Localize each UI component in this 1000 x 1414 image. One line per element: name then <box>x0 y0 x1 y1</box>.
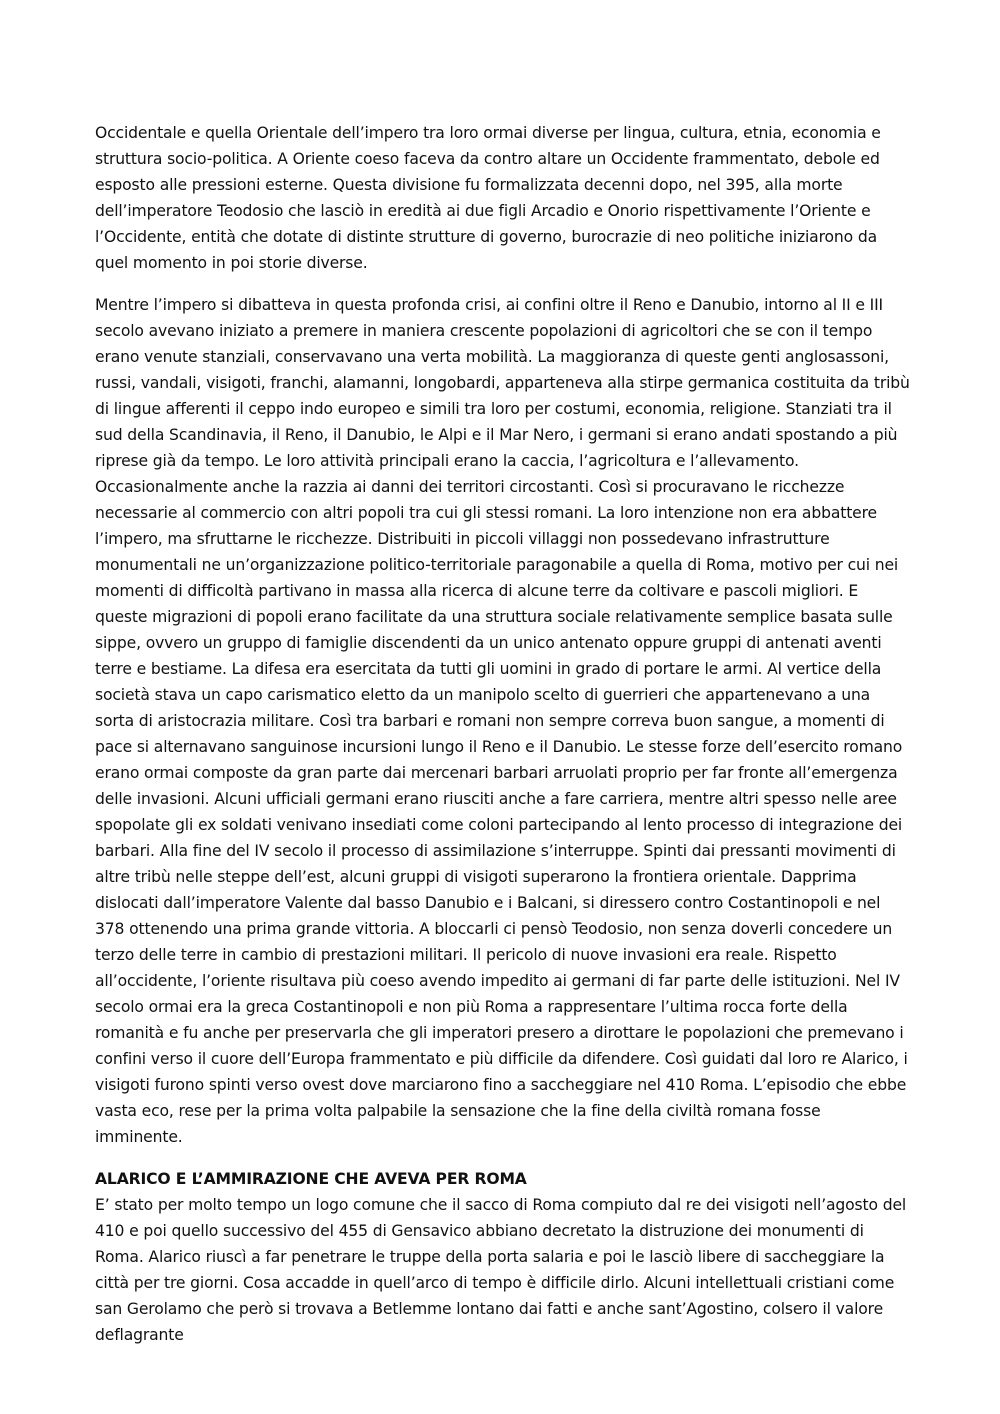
body-paragraph-3: E’ stato per molto tempo un logo comune che il sacco di Roma compiuto dal re dei visigoti nell’agosto del 410 e poi quello successivo del 455 di Gensavico abbiano decretato la distruzione dei monumenti di Roma. Alarico riuscì a far penetrare le truppe della porta salaria e poi le lasciò libere di saccheggiare la città per tre giorni. Cosa accadde in quell’arco di tempo è difficile dirlo. Alcuni intellettuali cristiani come san Gerolamo che però si trovava a Betlemme lontano dai fatti e anche sant’Agostino, colsero il valore deflagrante <box>95 1196 907 1344</box>
body-paragraph-1: Occidentale e quella Orientale dell’impero tra loro ormai diverse per lingua, cultura, etnia, economia e struttura socio-politica. A Oriente coeso faceva da contro altare un Occidente frammentato, debole ed esposto alle pressioni esterne. Questa divisione fu formalizzata decenni dopo, nel 395, alla morte dell’imperatore Teodosio che lasciò in eredità ai due figli Arcadio e Onorio rispettivamente l’Oriente e l’Occidente, entità che dotate di distinte strutture di governo, burocrazie di neo politiche iniziarono da quel momento in poi storie diverse. <box>95 124 881 272</box>
section-heading: ALARICO E L’AMMIRAZIONE CHE AVEVA PER ROMA <box>95 1170 527 1188</box>
body-paragraph-2: Mentre l’impero si dibatteva in questa profonda crisi, ai confini oltre il Reno e Danubio, intorno al II e III secolo avevano iniziato a premere in maniera crescente popolazioni di agricoltori che se con il tempo erano venute stanziali, conservavano una verta mobilità. La maggioranza di queste genti anglosassoni, russi, vandali, visigoti, franchi, alamanni, longobardi, apparteneva alla stirpe germanica costituita da tribù di lingue afferenti il ceppo indo europeo e simili tra loro per costumi, economia, religione. Stanziati tra il sud della Scandinavia, il Reno, il Danubio, le Alpi e il Mar Nero, i germani si erano andati spostando a più riprese già da tempo. Le loro attività principali erano la caccia, l’agricoltura e l’allevamento. Occasionalmente anche la razzia ai danni dei territori circostanti. Così si procuravano le ricchezze necessarie al commercio con altri popoli tra cui gli stessi romani. La loro intenzione non era abbattere l’impero, ma sfruttarne le ricchezze. Distribuiti in piccoli villaggi non possedevano infrastrutture monumentali ne un’organizzazione politico-territoriale paragonabile a quella di Roma, motivo per cui nei momenti di difficoltà partivano in massa alla ricerca di alcune terre da coltivare e pascoli migliori. E queste migrazioni di popoli erano facilitate da una struttura sociale relativamente semplice basata sulle sippe, ovvero un gruppo di famiglie discendenti da un unico antenato oppure gruppi di antenati aventi terre e bestiame. La difesa era esercitata da tutti gli uomini in grado di portare le armi. Al vertice della società stava un capo carismatico eletto da un manipolo scelto di guerrieri che appartenevano a una sorta di aristocrazia militare. Così tra barbari e romani non sempre correva buon sangue, a momenti di pace si alternavano sanguinose incursioni lungo il Reno e il Danubio. Le stesse forze dell’esercito romano erano ormai composte da gran parte dai mercenari barbari arruolati proprio per far fronte all’emergenza delle invasioni. Alcuni ufficiali germani erano riusciti anche a fare carriera, mentre altri spesso nelle aree spopolate gli ex soldati venivano insediati come coloni partecipando al lento processo di integrazione dei barbari. Alla fine del IV secolo il processo di assimilazione s’interruppe. Spinti dai pressanti movimenti di altre tribù nelle steppe dell’est, alcuni gruppi di visigoti superarono la frontiera orientale. Dapprima dislocati dall’imperatore Valente dal basso Danubio e i Balcani, si diressero contro Costantinopoli e nel 378 ottenendo una prima grande vittoria. A bloccarli ci pensò Teodosio, non senza doverli concedere un terzo delle terre in cambio di prestazioni militari. Il pericolo di nuove invasioni era reale. Rispetto all’occidente, l’oriente risultava più coeso avendo impedito ai germani di far parte delle istituzioni. Nel IV secolo ormai era la greca Costantinopoli e non più Roma a rappresentare l’ultima rocca forte della romanità e fu anche per preservarla che gli imperatori presero a dirottare le popolazioni che premevano i confini verso il cuore dell’Europa frammentato e più difficile da difendere. Così guidati dal loro re Alarico, i visigoti furono spinti verso ovest dove marciarono fino a saccheggiare nel 410 Roma. L’episodio che ebbe vasta eco, rese per la prima volta palpabile la sensazione che la fine della civiltà romana fosse imminente. <box>95 296 910 1146</box>
